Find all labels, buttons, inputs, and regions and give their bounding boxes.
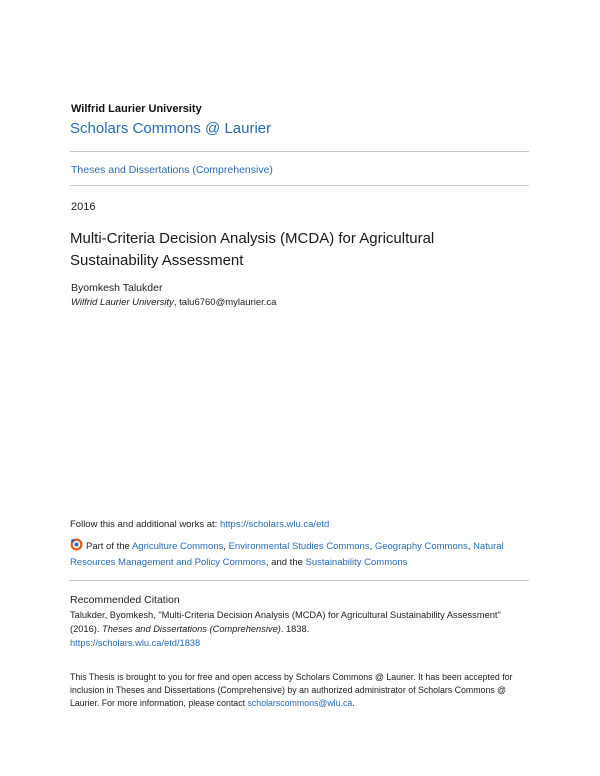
follow-url-link[interactable]: https://scholars.wlu.ca/etd xyxy=(219,519,330,530)
commons-link-sustainability[interactable]: Sustainability Commons xyxy=(305,557,408,568)
citation-url-link[interactable]: https://scholars.wlu.ca/etd/1838 xyxy=(70,638,201,648)
author-name: Byomkesh Talukder xyxy=(71,282,163,294)
notice-end: . xyxy=(352,698,355,708)
notice-text: This Thesis is brought to you for free and open access by Scholars Commons @ Laurier. It has been accepted for inclusion in Theses and Dissertations (Comprehensive) by an authorized administrator of Scholars Commons @ Laurier. For more information, please contact xyxy=(70,672,513,708)
divider-top xyxy=(70,151,529,152)
thesis-title: Multi-Criteria Decision Analysis (MCDA) for Agricultural Sustainability Assessment xyxy=(70,230,435,269)
affiliation-sep: , xyxy=(173,297,180,308)
and-the-text: , and the xyxy=(265,557,306,568)
commons-link-environmental[interactable]: Environmental Studies Commons xyxy=(228,541,370,552)
commons-link-geography[interactable]: Geography Commons xyxy=(374,541,468,552)
author-affiliation xyxy=(71,297,276,308)
access-notice xyxy=(70,671,532,710)
repository-link[interactable]: Scholars Commons @ Laurier xyxy=(70,120,272,137)
commons-link-natural-resources[interactable]: Natural Resources Management and Policy Commons xyxy=(70,541,504,568)
author-email: talu6760@mylaurier.ca xyxy=(179,297,277,308)
contact-email-link[interactable]: scholarscommons@wlu.ca xyxy=(247,698,353,708)
affiliation-name: Wilfrid Laurier University xyxy=(71,297,174,308)
citation-text-b: . 1838. xyxy=(280,624,310,634)
citation-text-a: Talukder, Byomkesh, "Multi-Criteria Decision Analysis (MCDA) for Agricultural Sustainability Assessment" (2016). xyxy=(70,610,501,634)
series-link[interactable]: Theses and Dissertations (Comprehensive) xyxy=(71,164,273,176)
network-commons-icon xyxy=(70,538,83,551)
citation-body xyxy=(70,608,532,650)
citation-heading: Recommended Citation xyxy=(70,594,180,606)
part-of-paragraph: Part of the Agriculture Commons, Environmental Studies Commons, Geography Commons, Natural Resources Management and Policy Commons, and the Sustainability Commons xyxy=(70,538,530,571)
institution-name: Wilfrid Laurier University xyxy=(71,103,202,115)
follow-line xyxy=(70,519,329,530)
divider-bottom xyxy=(70,580,529,581)
follow-text: Follow this and additional works at: xyxy=(70,519,220,530)
part-of-prefix: Part of the xyxy=(86,541,132,552)
citation-series: Theses and Dissertations (Comprehensive) xyxy=(102,624,281,634)
commons-link-agriculture[interactable]: Agriculture Commons xyxy=(131,541,224,552)
publication-year: 2016 xyxy=(71,201,96,213)
divider-mid xyxy=(70,185,529,186)
